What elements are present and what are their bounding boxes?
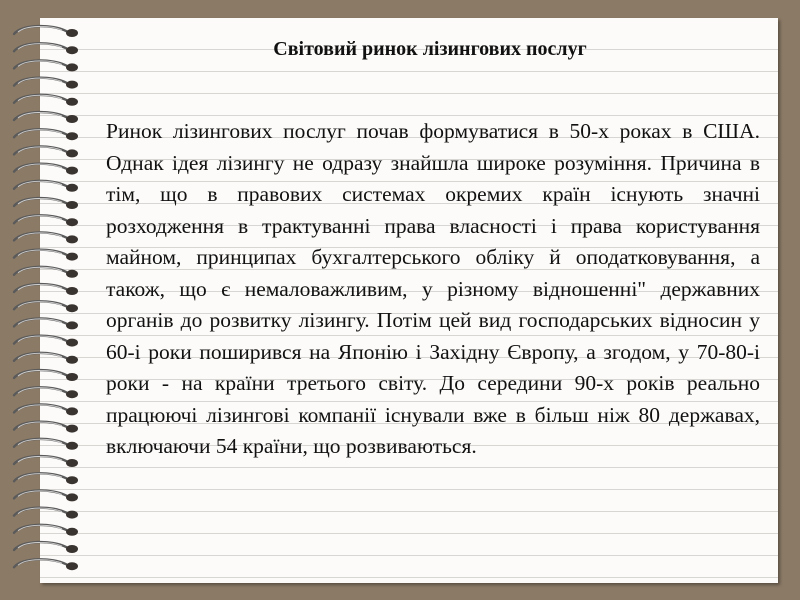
binding-ring (14, 112, 78, 123)
body-paragraph: Ринок лізингових послуг почав формуватися в 50-х роках в США. Однак ідея лізингу не одразу знайшла широке розуміння. Причина в тім, що в правових системах окремих країн існують значні розходження в трактуванні права власності і права користування майном, принципах бухгалтерського обліку й оподатковування, а також, що є немаловажливим, у різному відношенні" державних органів до розвитку лізингу. Потім цей вид господарських відносин у 60-і роки поширився на Японію і Західну Європу, а згодом, у 70-80-і роки - на країни третього світу. До середини 90-х років реально працюючі лізингові компанії існували вже в більш ніж 80 державах, включаючи 54 країни, що розвиваються. (106, 119, 760, 458)
binding-ring (14, 473, 78, 484)
binding-ring (14, 215, 78, 226)
binding-ring (14, 267, 78, 278)
binding-ring (14, 284, 78, 295)
binding-ring (14, 439, 78, 450)
binding-ring (14, 456, 78, 467)
binding-ring (14, 318, 78, 329)
binding-ring (14, 129, 78, 140)
spiral-binding-icon (0, 22, 90, 582)
binding-ring (14, 232, 78, 243)
binding-ring (14, 146, 78, 157)
binding-ring (14, 404, 78, 415)
binding-ring (14, 508, 78, 519)
binding-ring (14, 60, 78, 71)
binding-ring (14, 43, 78, 54)
binding-ring (14, 250, 78, 261)
binding-ring (14, 26, 78, 37)
binding-ring (14, 301, 78, 312)
binding-ring (14, 387, 78, 398)
binding-ring (14, 370, 78, 381)
binding-ring (14, 181, 78, 192)
binding-ring (14, 78, 78, 89)
binding-ring (14, 542, 78, 553)
binding-ring (14, 198, 78, 209)
binding-ring (14, 525, 78, 536)
page-title: Світовий ринок лізингових послуг (273, 38, 587, 60)
binding-ring (14, 490, 78, 501)
binding-ring (14, 336, 78, 347)
binding-ring (14, 422, 78, 433)
binding-ring (14, 353, 78, 364)
binding-ring (14, 164, 78, 175)
binding-ring (14, 559, 78, 570)
binding-ring (14, 95, 78, 106)
